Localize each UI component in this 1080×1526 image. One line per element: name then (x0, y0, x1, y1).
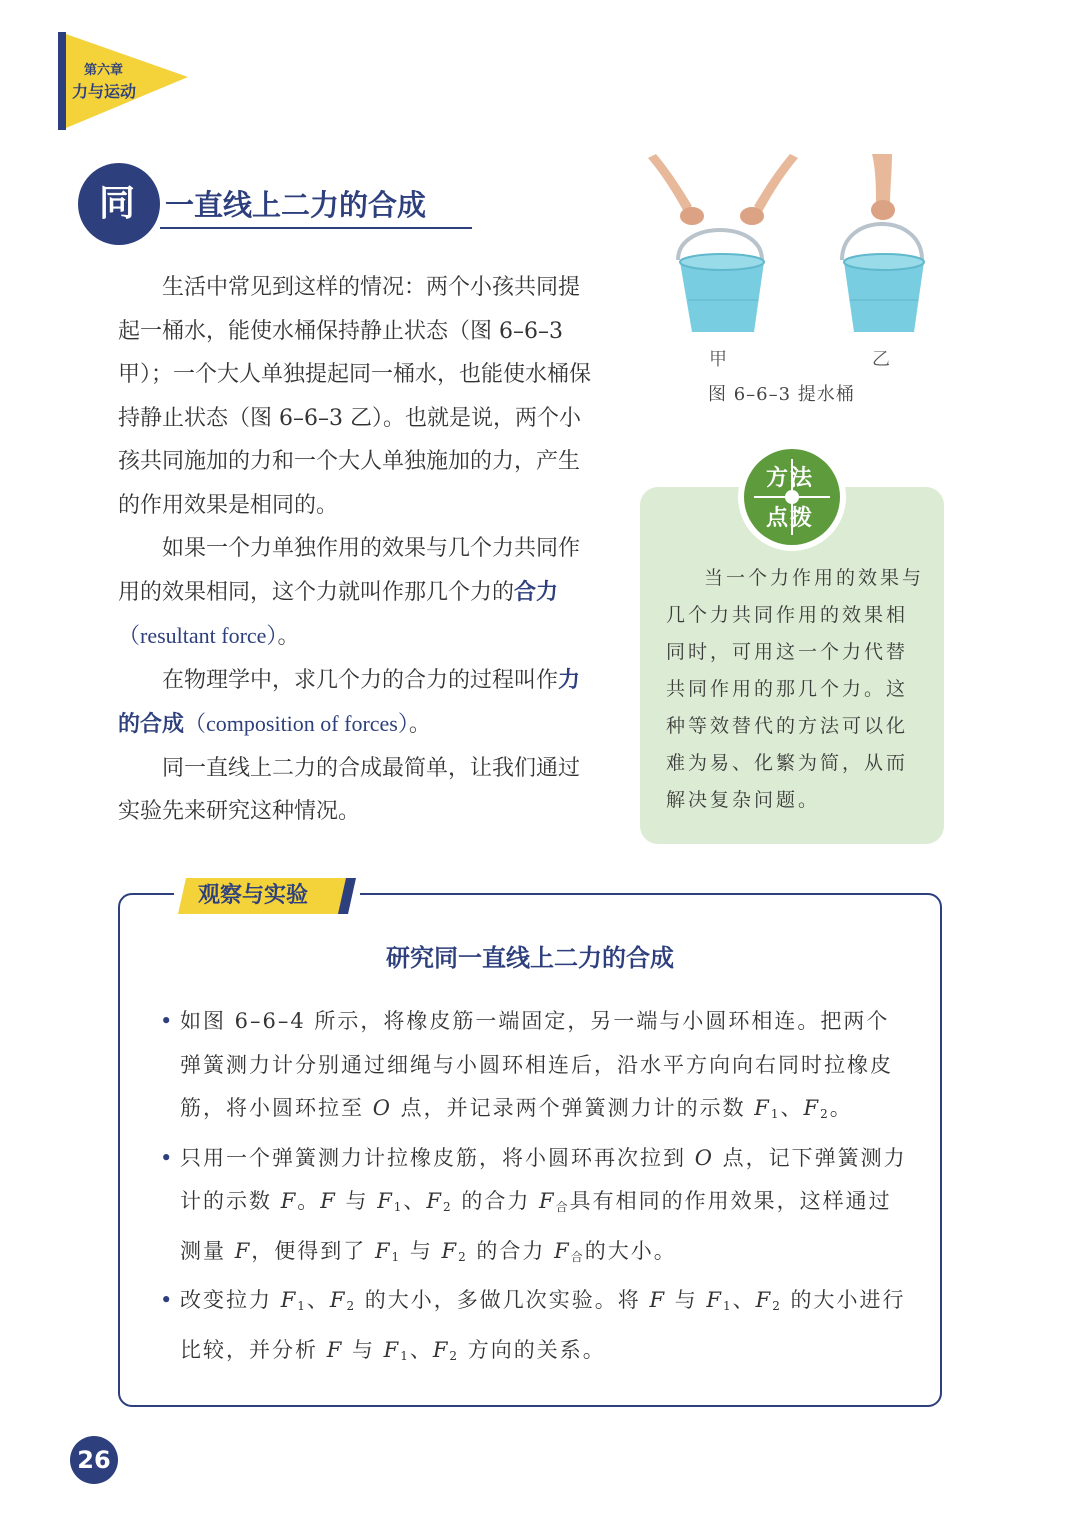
paragraph-2-text: 如果一个力单独作用的效果与几个力共同作用的效果相同，这个力就叫作那几个力的 (118, 536, 581, 605)
term-resultant-force: 合力 (514, 578, 559, 605)
chapter-bar (58, 32, 66, 130)
experiment-tag: 观察与实验 (198, 883, 309, 908)
method-tip-paragraph: 当一个力作用的效果与几个力共同作用的效果相同时，可用这一个力代替共同作用的那几个力。这种等效替代的方法可以化难为易、化繁为简，从而解决复杂问题。 (666, 567, 925, 811)
paragraph-4: 同一直线上二力的合成最简单，让我们通过实验先来研究这种情况。 (118, 755, 581, 824)
experiment-step-3: • 改变拉力 $F_1$、$F_2$ 的大小，多做几次实验。将 F 与 $F_1$、$F_2$ 的大小进行比较，并分析 F 与 $F_1$、$F_2$ 方向的关系。 (160, 1279, 910, 1378)
bullet: • (160, 1288, 175, 1312)
paragraph-1: 生活中常见到这样的情况：两个小孩共同提起一桶水，能使水桶保持静止状态（图 6–6–3 甲）；一个大人单独提起同一桶水，也能使水桶保持静止状态（图 6–6–3 乙）。也就是说，两个小孩共同施加的力和一个大人单独施加的力，产生的作用效果是相同的。 (118, 275, 592, 518)
chapter-tab (58, 32, 188, 130)
paragraph-2 (118, 527, 598, 659)
chapter-title: 力与运动 (72, 82, 137, 101)
figure-caption: 图 6–6–3 提水桶 (708, 384, 855, 405)
figure-label-b: 乙 (872, 349, 890, 370)
method-tip-text (666, 560, 924, 819)
paragraph-3 (118, 659, 598, 747)
paragraph-3-text: 在物理学中，求几个力的合力的过程叫作 (162, 667, 559, 693)
bucket-a-illustration (648, 154, 798, 332)
section-title: 一直线上二力的合成 (165, 188, 427, 222)
bullet: • (160, 1009, 175, 1033)
experiment-title: 研究同一直线上二力的合成 (386, 944, 674, 972)
method-badge-line-1: 方法 (766, 466, 815, 491)
paragraph-3-end: 。 (408, 712, 431, 737)
method-badge-line-2: 点拨 (766, 506, 815, 531)
figure-label-a: 甲 (709, 349, 727, 370)
term-composition: 力的合成 (118, 666, 581, 737)
section-underline (160, 227, 472, 229)
bullet: • (160, 1145, 175, 1170)
bucket-b-illustration (842, 154, 924, 332)
chapter-number: 第六章 (84, 63, 124, 78)
experiment-step-2: • 只用一个弹簧测力计拉橡皮筋，将小圆环再次拉到 O 点，记下弹簧测力计的示数 F。F 与 $F_1$、$F_2$ 的合力 $F_合$具有相同的作用效果，这样通过测量 F，便得到了 $F_1$ 与 $F_2$ 的合力 $F_合$的大小。 (160, 1137, 910, 1280)
experiment-step-1: • 如图 6–6–4 所示，将橡皮筋一端固定，另一端与小圆环相连。把两个弹簧测力计分别通过细绳与小圆环相连后，沿水平方向向右同时拉橡皮筋，将小圆环拉至 O 点，并记录两个弹簧测力计的示数 $F_1$、$F_2$。 (160, 1000, 910, 1137)
body-text (118, 266, 598, 834)
term-composition-en: （composition of forces） (184, 711, 409, 736)
section-badge-char: 同 (98, 183, 135, 224)
method-tip-badge-inner (744, 449, 840, 545)
term-resultant-force-en: （resultant force） (118, 623, 278, 648)
section-badge (78, 163, 160, 245)
page-number: 26 (70, 1436, 118, 1484)
paragraph-2-end: 。 (277, 624, 300, 649)
method-tip-badge (738, 443, 846, 551)
bucket-figure (640, 150, 950, 410)
experiment-steps (160, 1000, 910, 1378)
